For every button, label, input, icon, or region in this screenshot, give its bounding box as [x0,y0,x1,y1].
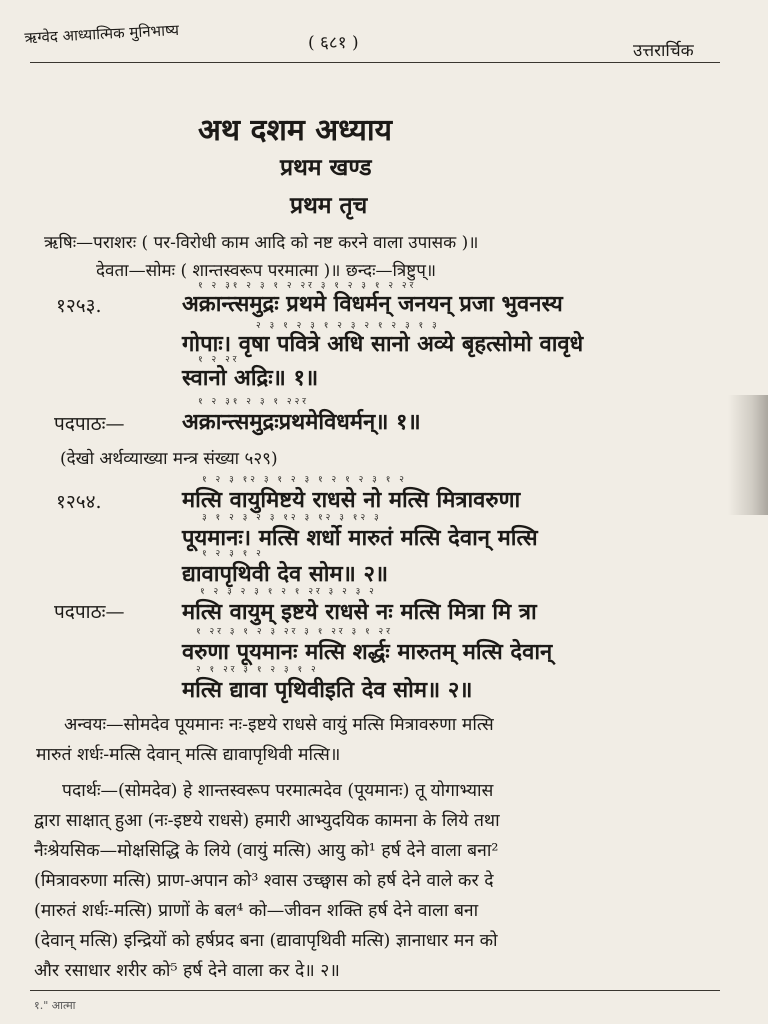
header-rule [30,62,720,63]
padartha-line: (देवान् मत्सि) इन्द्रियों को हर्षप्रद बना (द्यावापृथिवी मत्सि) ज्ञानाधार मन को [34,931,498,951]
mantra-1253-line-3: स्वानो अद्रिः॥ १॥ [182,365,319,391]
page-edge-shadow [728,395,768,515]
reference-note: (देखो अर्थव्याख्या मन्त्र संख्या ५२९) [60,449,278,469]
svara-marks: १ २र ३ १ २ ३ २र ३ १ २र ३ १ २र [196,627,393,637]
svara-marks: २ ३ १ २ ३ १ २ ३ २ १ २ ३ १ ३ [256,321,440,331]
page-number: ( ६८१ ) [308,33,359,53]
svara-marks: २ १ २र ३ १ २ ३ १ २ [196,665,319,675]
khand-title: प्रथम खण्ड [280,154,372,181]
mantra-1254-line-1: मत्सि वायुमिष्टये राधसे नो मत्सि मित्रावरुणा [182,487,521,513]
padartha-line: (मारुतं शर्धः-मत्सि) प्राणों के बल⁴ को—जीवन शक्ति हर्ष देने वाला बना [34,901,479,921]
padartha-line: द्वारा साक्षात् हुआ (नः-इष्टये राधसे) हमारी आभ्युदयिक कामना के लिये तथा [34,811,500,831]
svara-marks: १ २ ३१ २ ३ १ २२र [198,397,309,407]
mantra-1253-line-2: गोपाः। वृषा पवित्रे अधि सानो अव्ये बृहत्सोमो वावृधे [182,331,584,357]
padapath-label: पदपाठः— [54,601,125,623]
mantra-1254-line-2: पूयमानः। मत्सि शर्धो मारुतं मत्सि देवान् मत्सि [182,525,538,551]
header-section-title: उत्तरार्चिक [633,41,694,61]
padartha-line: (मित्रावरुणा मत्सि) प्राण-अपान को³ श्वास उच्छ्वास को हर्ष देने वाले कर दे [34,871,494,891]
svara-marks: १ २ २र [198,355,240,365]
mantra-1254-line-3: द्यावापृथिवी देव सोम॥ २॥ [182,561,389,587]
svara-marks: १ २ ३ २ ३ १ २ १ २र ३ २ ३ २ [200,587,377,597]
anvaya-line-2: मारुतं शर्धः-मत्सि देवान् मत्सि द्यावापृथिवी मत्सि॥ [36,745,341,765]
footnote-rule [30,990,720,991]
mantra-1253-line-1: अक्रान्त्समुद्रः प्रथमे विधर्मन् जनयन् प्रजा भुवनस्य [182,291,563,317]
adhyaya-title: अथ दशम अध्याय [198,113,393,148]
svara-marks: १ २ ३१ २ ३ १ २ २र ३ १ २ ३ १ २ २र [198,281,417,291]
anvaya-line-1: अन्वयः—सोमदेव पूयमानः नः-इष्टये राधसे वायुं मत्सि मित्रावरुणा मत्सि [64,715,494,735]
footnote: १." आत्मा [34,999,76,1012]
mantra-number-1254: १२५४. [56,491,102,513]
padartha-line: और रसाधार शरीर को⁵ हर्ष देने वाला कर दे॥ २॥ [34,961,340,981]
padapath-2-line-2: वरुणा पूयमानः मत्सि शर्द्धः मारुतम् मत्सि देवान् [182,639,553,665]
padapath-2-line-3: मत्सि द्यावा पृथिवीइति देव सोम॥ २॥ [182,677,473,703]
padapath-2-line-1: मत्सि वायुम् इष्टये राधसे नः मत्सि मित्रा मि त्रा [182,599,537,625]
padapath-1-text: अक्रान्त्समुद्रःप्रथमेविधर्मन्॥ १॥ [182,409,421,435]
svara-marks: १ २ ३ १ २ [202,549,264,559]
mantra-number-1253: १२५३. [56,295,102,317]
rishi-line: ऋषिः—पराशरः ( पर-विरोधी काम आदि को नष्ट करने वाला उपासक )॥ [44,233,479,253]
trich-title: प्रथम तृच [290,192,368,219]
padapath-label: पदपाठः— [54,413,125,435]
svara-marks: १ २ ३ १२ ३ १ २ ३ १ २ १ २ ३ १ २ [202,475,407,485]
devata-line: देवता—सोमः ( शान्तस्वरूप परमात्मा )॥ छन्दः—त्रिष्टुप्॥ [96,261,437,281]
svara-marks: ३ १ २ ३ २ ३ १२ ३ १२ ३ १२ ३ [202,513,382,523]
header-book-title: ऋग्वेद आध्यात्मिक मुनिभाष्य [24,20,180,47]
padartha-line: नैःश्रेयसिक—मोक्षसिद्धि के लिये (वायुं मत्सि) आयु को¹ हर्ष देने वाला बना² [34,841,499,861]
padartha-line: पदार्थः—(सोमदेव) हे शान्तस्वरूप परमात्मदेव (पूयमानः) तू योगाभ्यास [62,781,494,801]
